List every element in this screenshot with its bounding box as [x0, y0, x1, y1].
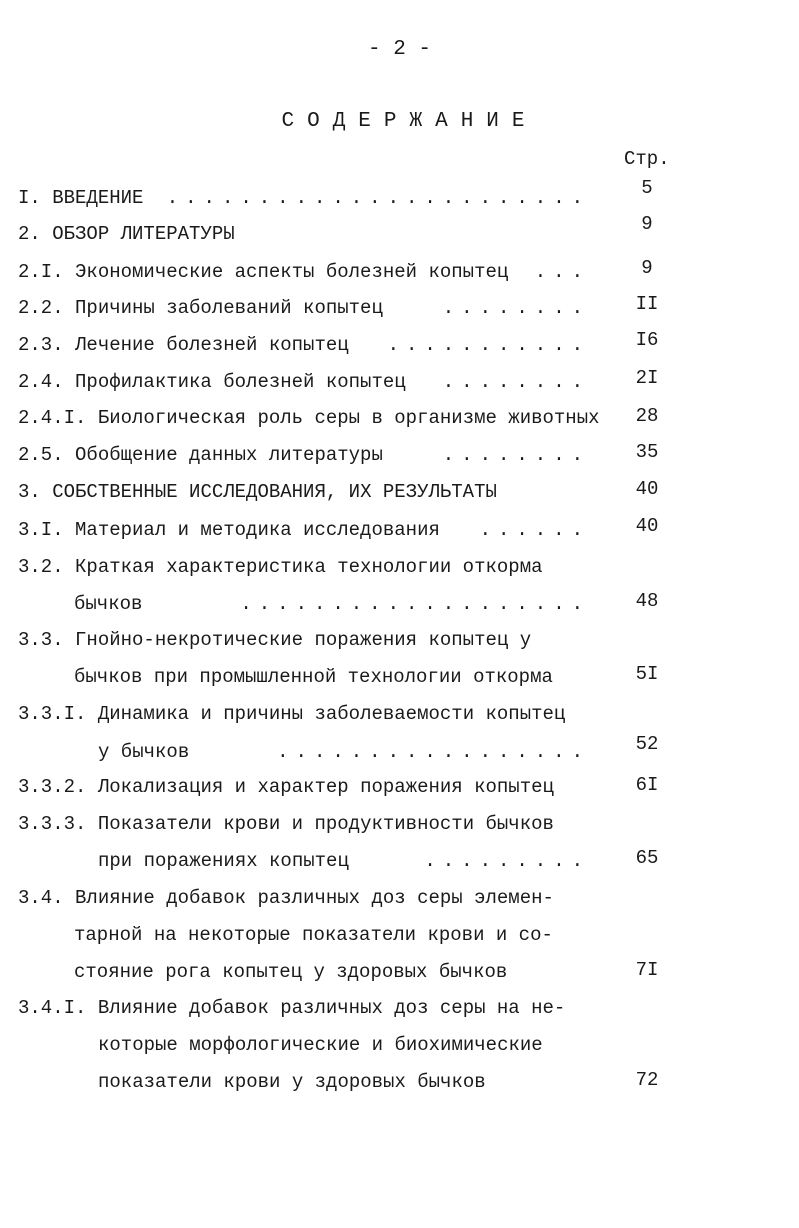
toc-number: 2.4.I. — [18, 407, 87, 429]
toc-number: 3.2. — [18, 556, 64, 578]
toc-title: Лечение болезней копытец — [75, 334, 349, 356]
toc-number: 2.5. — [18, 444, 64, 466]
toc-number: 3.3.3. — [18, 813, 87, 835]
toc-title: Экономические аспекты болезней копытец — [75, 261, 509, 283]
toc-leader: ........ — [442, 444, 590, 466]
toc-number: 3.4. — [18, 887, 64, 909]
toc-page: 35 — [635, 441, 659, 463]
toc-number: 2. — [18, 223, 41, 245]
toc-title: которые морфологические и биохимические — [98, 1034, 543, 1056]
toc-title: Биологическая роль серы в организме животных — [97, 407, 600, 429]
toc-title: Локализация и характер поражения копытец — [97, 776, 554, 798]
toc-leader: ........ — [442, 371, 590, 393]
page-column-header: Стр. — [624, 148, 670, 170]
toc-title: Профилактика болезней копытец — [75, 371, 406, 393]
toc-page: 65 — [635, 847, 659, 869]
toc-page: 40 — [635, 515, 659, 537]
toc-title: ОБЗОР ЛИТЕРАТУРЫ — [52, 223, 235, 245]
toc-number: I. — [18, 187, 41, 209]
toc-number: 3.3.2. — [18, 776, 87, 798]
toc-page: 9 — [641, 257, 653, 279]
toc-title: Причины заболеваний копытец — [75, 297, 383, 319]
toc-number: 3.3.I. — [18, 703, 87, 725]
toc-title: ВВЕДЕНИЕ — [52, 187, 144, 209]
toc-entry-continuation — [0, 849, 590, 873]
toc-page: 52 — [635, 733, 659, 755]
toc-title: Обобщение данных литературы — [75, 444, 383, 466]
page-number: - 2 - — [367, 38, 431, 61]
toc-leader: ................. — [277, 741, 590, 763]
toc-title: бычков — [74, 593, 143, 615]
toc-title: бычков при промышленной технологии откорма — [74, 666, 553, 688]
toc-leader: ......... — [424, 850, 590, 872]
toc-entry — [0, 260, 590, 284]
toc-title: Материал и методика исследования — [75, 519, 440, 541]
toc-title: Гнойно-некротические поражения копытец у — [75, 629, 532, 651]
toc-page: 6I — [635, 774, 659, 796]
toc-title: Влияние добавок различных доз серы элемен- — [75, 887, 554, 909]
toc-title: стояние рога копытец у здоровых бычков — [74, 961, 508, 983]
toc-page: 72 — [635, 1069, 659, 1091]
toc-page: II — [635, 293, 659, 315]
toc-entry — [0, 443, 590, 467]
toc-title: тарной на некоторые показатели крови и со- — [74, 924, 553, 946]
toc-title: у бычков — [98, 741, 190, 763]
toc-title: Влияние добавок различных доз серы на не- — [97, 997, 566, 1019]
toc-page: 40 — [635, 478, 659, 500]
toc-page: 2I — [635, 367, 659, 389]
toc-page: 9 — [641, 213, 653, 235]
toc-number: 3.4.I. — [18, 997, 87, 1019]
toc-title: показатели крови у здоровых бычков — [98, 1071, 486, 1093]
toc-number: 2.3. — [18, 334, 64, 356]
page-title: СОДЕРЖАНИЕ — [281, 110, 538, 133]
toc-leader: ........... — [387, 334, 590, 356]
toc-page: 7I — [635, 959, 659, 981]
toc-leader: ... — [534, 261, 590, 283]
toc-entry — [0, 333, 590, 357]
toc-page: 48 — [635, 590, 659, 612]
toc-page: 28 — [635, 405, 659, 427]
toc-entry-continuation — [0, 740, 590, 764]
toc-number: 2.4. — [18, 371, 64, 393]
toc-page: 5 — [641, 177, 653, 199]
toc-page: I6 — [635, 329, 659, 351]
toc-number: 2.2. — [18, 297, 64, 319]
toc-title: при поражениях копытец — [98, 850, 349, 872]
toc-page: 5I — [635, 663, 659, 685]
toc-leader: ........ — [442, 297, 590, 319]
toc-title: Краткая характеристика технологии откорма — [75, 556, 543, 578]
toc-entry — [0, 370, 590, 394]
toc-title: Показатели крови и продуктивности бычков — [97, 813, 554, 835]
toc-entry — [0, 518, 590, 542]
toc-entry — [0, 186, 590, 210]
toc-entry-continuation — [0, 592, 590, 616]
toc-title: Динамика и причины заболеваемости копытец — [97, 703, 566, 725]
toc-leader: ....................... — [166, 187, 590, 209]
toc-number: 3.3. — [18, 629, 64, 651]
toc-entry — [0, 296, 590, 320]
toc-leader: ...... — [479, 519, 590, 541]
toc-number: 3.I. — [18, 519, 64, 541]
toc-number: 3. — [18, 481, 41, 503]
toc-leader: ................... — [240, 593, 590, 615]
toc-number: 2.I. — [18, 261, 64, 283]
toc-title: СОБСТВЕННЫЕ ИССЛЕДОВАНИЯ, ИХ РЕЗУЛЬТАТЫ — [52, 481, 497, 503]
